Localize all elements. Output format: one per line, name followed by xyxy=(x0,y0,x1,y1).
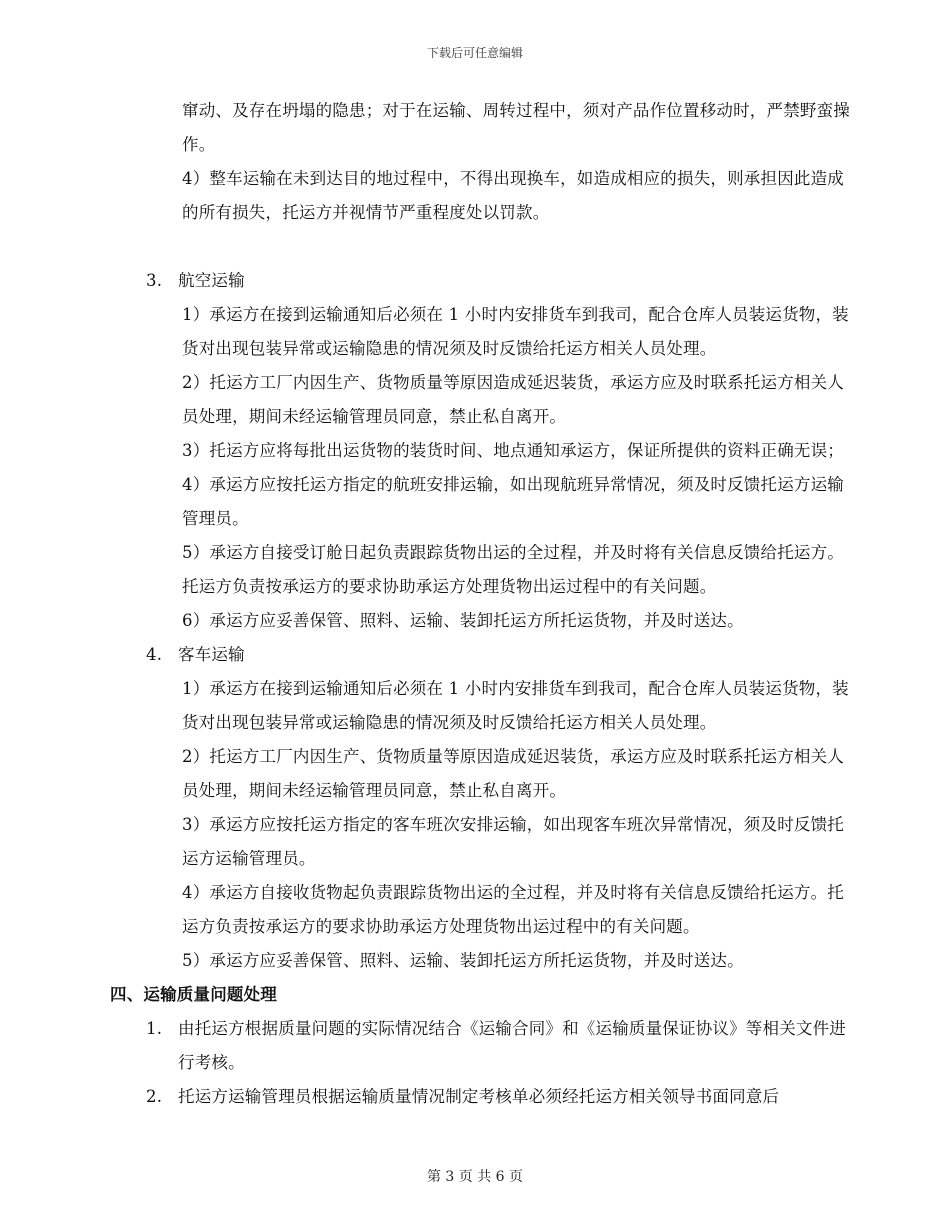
air-item-5: 5）承运方自接受订舱日起负责跟踪货物出运的全过程，并及时将有关信息反馈给托运方。托运方负责按承运方的要求协助承运方处理货物出运过程中的有关问题。 xyxy=(182,543,844,596)
document-body xyxy=(0,94,950,1114)
item-number: 1. xyxy=(146,1019,163,1038)
coach-item-3: 3）承运方应按托运方指定的客车班次安排运输，如出现客车班次异常情况，须及时反馈托运方运输管理员。 xyxy=(182,815,844,868)
heading-air-transport xyxy=(146,264,950,298)
item-number: 2. xyxy=(146,1087,163,1106)
heading-number: 4. xyxy=(146,645,163,664)
item-text: 由托运方根据质量问题的实际情况结合《运输合同》和《运输质量保证协议》等相关文件进行考核。 xyxy=(178,1019,846,1072)
page-footer: 第 3 页 共 6 页 xyxy=(426,1169,524,1185)
air-item-1: 1）承运方在接到运输通知后必须在 1 小时内安排货车到我司，配合仓库人员装运货物，装货对出现包装异常或运输隐患的情况须及时反馈给托运方相关人员处理。 xyxy=(182,305,849,358)
paragraph-continued-1: 窜动、及存在坍塌的隐患；对于在运输、周转过程中，须对产品作位置移动时，严禁野蛮操作。 xyxy=(182,101,850,154)
heading-coach-transport xyxy=(146,638,950,672)
coach-item-1: 1）承运方在接到运输通知后必须在 1 小时内安排货车到我司，配合仓库人员装运货物，装货对出现包装异常或运输隐患的情况须及时反馈给托运方相关人员处理。 xyxy=(182,679,849,732)
air-item-6: 6）承运方应妥善保管、照料、运输、装卸托运方所托运货物，并及时送达。 xyxy=(182,611,744,630)
air-item-2: 2）托运方工厂内因生产、货物质量等原因造成延迟装货，承运方应及时联系托运方相关人员处理，期间未经运输管理员同意，禁止私自离开。 xyxy=(182,373,844,426)
section-heading-quality: 四、运输质量问题处理 xyxy=(110,985,277,1004)
heading-number: 3. xyxy=(146,271,163,290)
paragraph-continued-2: 4）整车运输在未到达目的地过程中，不得出现换车，如造成相应的损失，则承担因此造成的所有损失，托运方并视情节严重程度处以罚款。 xyxy=(182,169,844,222)
quality-item-2 xyxy=(146,1080,850,1114)
coach-item-2: 2）托运方工厂内因生产、货物质量等原因造成延迟装货，承运方应及时联系托运方相关人员处理，期间未经运输管理员同意，禁止私自离开。 xyxy=(182,747,844,800)
coach-item-4: 4）承运方自接收货物起负责跟踪货物出运的全过程，并及时将有关信息反馈给托运方。托运方负责按承运方的要求协助承运方处理货物出运过程中的有关问题。 xyxy=(182,883,844,936)
item-text: 托运方运输管理员根据运输质量情况制定考核单必须经托运方相关领导书面同意后 xyxy=(178,1087,780,1106)
quality-item-1 xyxy=(146,1012,850,1080)
heading-text: 航空运输 xyxy=(178,271,245,290)
page-header: 下载后可任意编辑 xyxy=(426,46,523,60)
heading-text: 客车运输 xyxy=(178,645,245,664)
air-item-4: 4）承运方应按托运方指定的航班安排运输，如出现航班异常情况，须及时反馈托运方运输管理员。 xyxy=(182,475,844,528)
air-item-3: 3）托运方应将每批出运货物的装货时间、地点通知承运方，保证所提供的资料正确无误； xyxy=(182,441,844,460)
blank-line xyxy=(0,230,950,264)
coach-item-5: 5）承运方应妥善保管、照料、运输、装卸托运方所托运货物，并及时送达。 xyxy=(182,951,744,970)
